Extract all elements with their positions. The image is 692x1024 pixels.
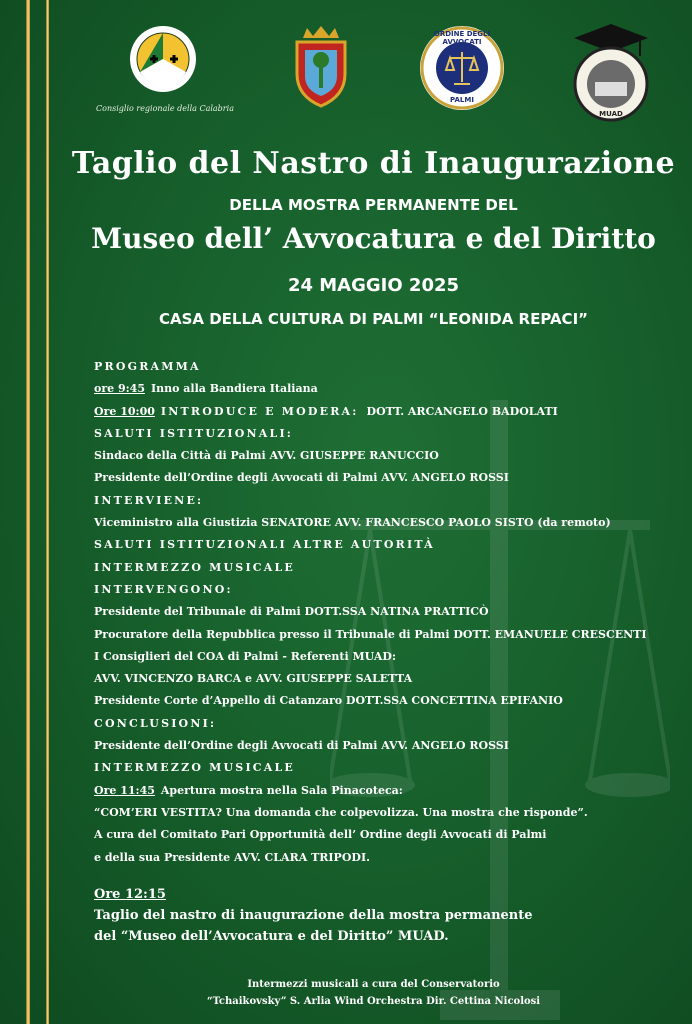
program-text: “COM’ERI VESTITA? Una domanda che colpevolizza. Una mostra che risponde”. (94, 805, 588, 819)
program-line (94, 694, 684, 716)
program-line (94, 650, 684, 672)
subtitle: DELLA MOSTRA PERMANENTE DEL (229, 196, 518, 214)
program-line (94, 516, 684, 538)
program-text: A cura del Comitato Pari Opportunità dell’ Ordine degli Avvocati di Palmi (94, 828, 547, 842)
main-title: Taglio del Nastro di Inaugurazione (71, 146, 676, 181)
program-text: INTERMEZZO MUSICALE (94, 761, 296, 775)
program-line (94, 628, 684, 650)
program-line (94, 717, 684, 739)
program-text: Presidente dell’Ordine degli Avvocati di Palmi AVV. ANGELO ROSSI (94, 739, 509, 753)
program-line (94, 561, 684, 583)
program-line (94, 761, 684, 783)
program-text: Viceministro alla Giustizia SENATORE AVV. FRANCESCO PAOLO SISTO (da remoto) (94, 516, 611, 530)
final-section (94, 884, 674, 947)
program-line (94, 583, 684, 605)
gold-border-left (26, 0, 30, 1024)
logos-row (80, 22, 672, 132)
program-text: CONCLUSIONI: (94, 716, 217, 730)
program-line (94, 449, 684, 471)
museum-title: Museo dell’ Avvocatura e del Diritto (91, 222, 656, 255)
program-line (94, 784, 684, 806)
program-text: Sindaco della Città di Palmi AVV. GIUSEPPE RANUCCIO (94, 449, 439, 463)
program-text: Presidente dell’Ordine degli Avvocati di Palmi AVV. ANGELO ROSSI (94, 471, 509, 485)
program-line (94, 471, 684, 493)
muad-text: MUAD (599, 110, 623, 118)
program-text: SALUTI ISTITUZIONALI ALTRE AUTORITÀ (94, 538, 435, 552)
program-line (94, 405, 684, 427)
program-text: Apertura mostra nella Sala Pinacoteca: (160, 783, 403, 797)
footer (55, 976, 692, 1010)
program-line (94, 806, 684, 828)
program-time: Ore 10:00 (94, 404, 155, 418)
muad-logo (568, 22, 654, 124)
event-date: 24 MAGGIO 2025 (287, 275, 460, 296)
program-extra: DOTT. ARCANGELO BADOLATI (366, 404, 558, 418)
program-text: INTERVIENE: (94, 493, 204, 507)
program-line (94, 828, 684, 850)
program-text: INTERMEZZO MUSICALE (94, 560, 296, 574)
program-text: INTRODUCE E MODERA: (160, 404, 359, 418)
program-text: AVV. VINCENZO BARCA e AVV. GIUSEPPE SALETTA (94, 672, 413, 686)
program-text: I Consiglieri del COA di Palmi - Referenti MUAD: (94, 649, 397, 663)
program-text: Inno alla Bandiera Italiana (150, 382, 318, 396)
event-venue: CASA DELLA CULTURA DI PALMI “LEONIDA REPACI” (158, 310, 589, 328)
final-line-1: Taglio del nastro di inaugurazione della mostra permanente (94, 908, 533, 923)
program-line (94, 494, 684, 516)
ordine-text: ORDINE DEGLI AVVOCATI (433, 30, 491, 46)
palmi-coat-of-arms-icon (283, 24, 359, 110)
ordine-city: PALMI (450, 96, 474, 104)
program-text: Procuratore della Repubblica presso il Tribunale di Palmi DOTT. EMANUELE CRESCENTI (94, 627, 647, 641)
program-time: ore 9:45 (94, 382, 145, 396)
calabria-caption: Consiglio regionale della Calabria (96, 104, 234, 113)
programma (94, 360, 684, 873)
gold-border-inner (46, 0, 49, 1024)
program-line (94, 427, 684, 449)
program-text: Presidente del Tribunale di Palmi DOTT.SSA NATINA PRATTICÒ (94, 605, 489, 619)
footer-line-1: Intermezzi musicali a cura del Conservatorio (247, 979, 500, 990)
program-text: SALUTI ISTITUZIONALI: (94, 426, 294, 440)
program-time: Ore 11:45 (94, 783, 155, 797)
final-line-2: del “Museo dell’Avvocatura e del Diritto” MUAD. (94, 929, 449, 944)
program-text: INTERVENGONO: (94, 582, 233, 596)
program-text: e della sua Presidente AVV. CLARA TRIPODI. (94, 850, 370, 864)
program-line (94, 851, 684, 873)
footer-line-2: “Tchaikovsky” S. Arlia Wind Orchestra Dir. Cettina Nicolosi (206, 996, 541, 1007)
final-time: Ore 12:15 (94, 887, 166, 902)
program-line (94, 672, 684, 694)
program-text: Presidente Corte d’Appello di Catanzaro DOTT.SSA CONCETTINA EPIFANIO (94, 694, 563, 708)
program-line (94, 538, 684, 560)
ordine-avvocati-logo (420, 26, 504, 110)
program-line (94, 382, 684, 404)
programma-heading: PROGRAMMA (94, 360, 201, 373)
program-line (94, 739, 684, 761)
calabria-logo (130, 26, 196, 92)
program-line (94, 605, 684, 627)
